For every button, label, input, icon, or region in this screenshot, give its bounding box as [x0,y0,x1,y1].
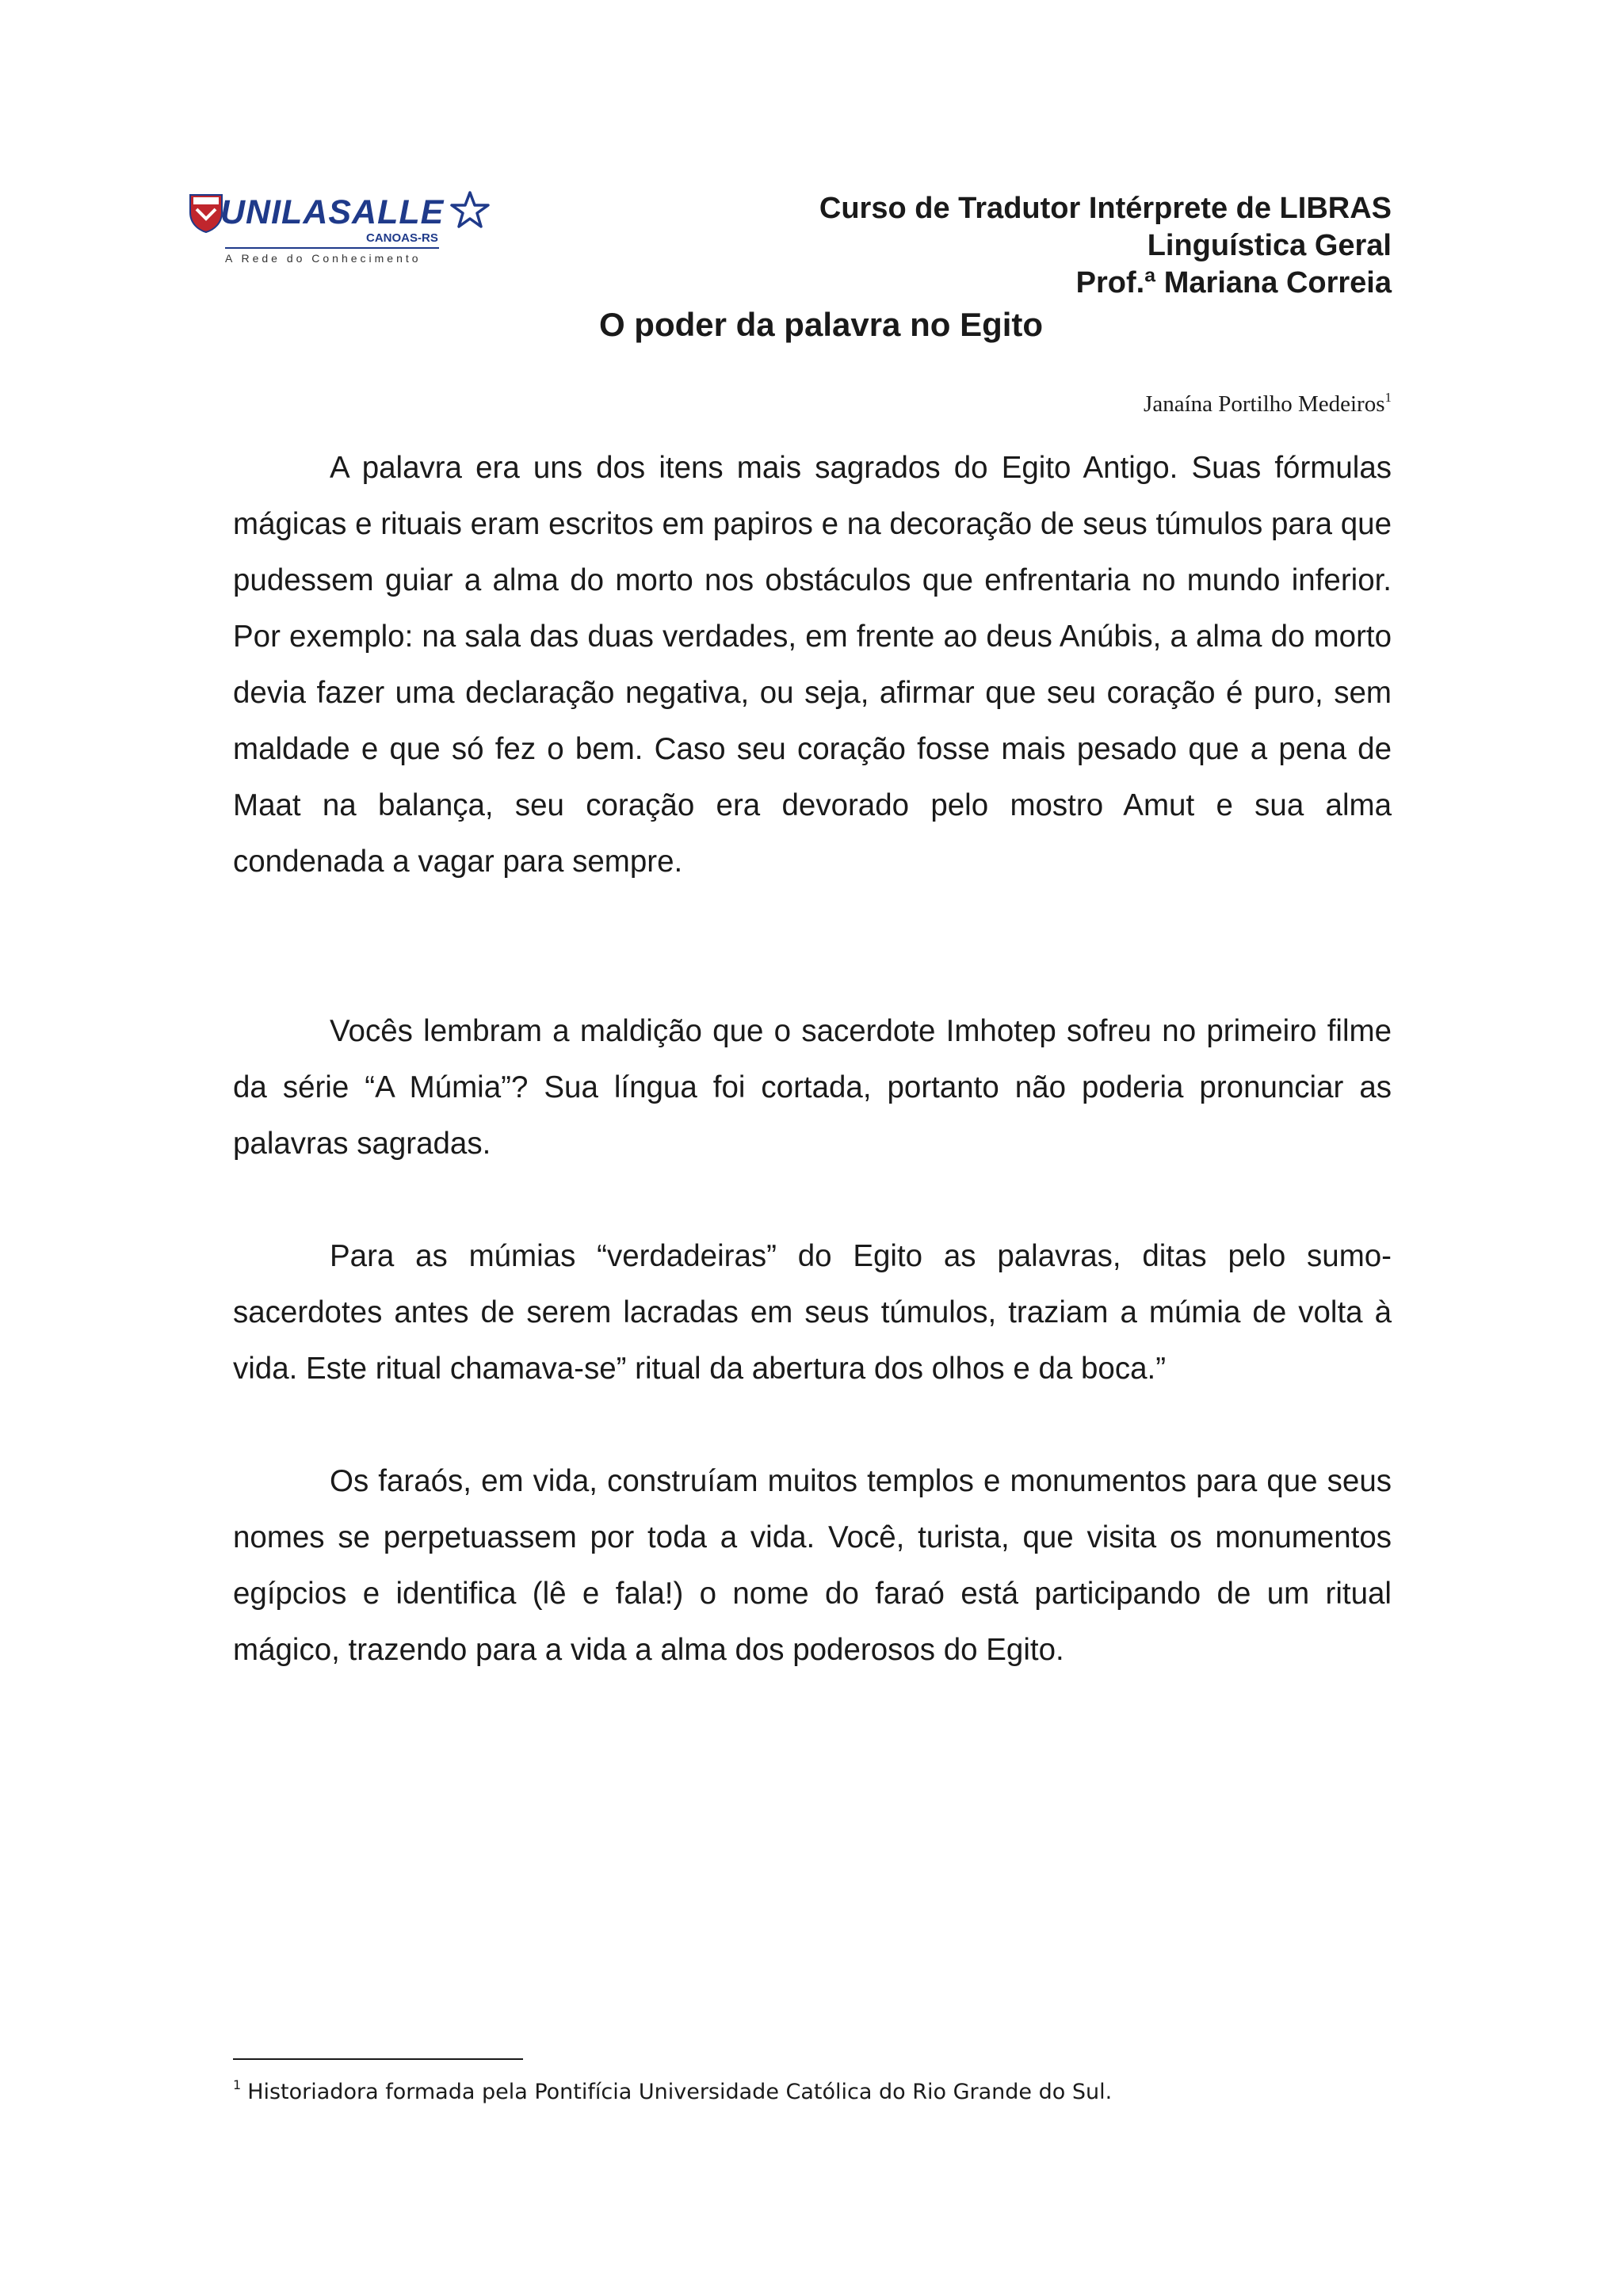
subject-name: Linguística Geral [1147,229,1392,262]
footnote-text: Historiadora formada pela Pontifícia Universidade Católica do Rio Grande do Sul. [247,2080,1113,2104]
shield-icon [189,192,223,233]
author-name: Janaína Portilho Medeiros [1144,391,1385,417]
logo-wordmark: UNILASALLE [220,193,445,231]
page-title: O poder da palavra no Egito [598,306,1044,343]
course-header [819,190,1392,302]
logo-divider [225,247,439,249]
logo-subtitle: CANOAS-RS [366,231,438,245]
paragraph: Os faraós, em vida, construíam muitos templos e monumentos para que seus nomes se perpetuassem por toda a vida. Você, turista, que visita os monumentos egípcios e identifica (lê e fala!) o nome do faraó está participando de um ritual mágico, trazendo para a vida a alma dos poderosos do Egito. [233,1464,1392,1667]
author-line [1144,382,1392,420]
footnote-mark: 1 [233,2077,242,2092]
professor-name: Prof.ª Mariana Correia [1075,266,1392,299]
star-icon [450,190,490,230]
footnote [233,2071,1112,2107]
paragraph: A palavra era uns dos itens mais sagrados do Egito Antigo. Suas fórmulas mágicas e rituais eram escritos em papiros e na decoração de seus túmulos para que pudessem guiar a alma do morto nos obstáculos que enfrentaria no mundo inferior. Por exemplo: na sala das duas verdades, em frente ao deus Anúbis, a alma do morto devia fazer uma declaração negativa, ou seja, afirmar que seu coração é puro, sem maldade e que só fez o bem. Caso seu coração fosse mais pesado que a pena de Maat na balança, seu coração era devorado pelo mostro Amut e sua alma condenada a vagar para sempre. [233,451,1392,879]
logo-tagline: A Rede do Conhecimento [225,252,422,265]
author-footnote-mark: 1 [1384,390,1392,405]
footnote-divider [233,2058,523,2060]
paragraph: Para as múmias “verdadeiras” do Egito as palavras, ditas pelo sumo-sacerdotes antes de serem lacradas em seus túmulos, traziam a múmia de volta à vida. Este ritual chamava-se” ritual da abertura dos olhos e da boca.” [233,1239,1392,1386]
course-name: Curso de Tradutor Intérprete de LIBRAS [819,192,1392,225]
unilasalle-logo [189,190,498,269]
paragraph: Vocês lembram a maldição que o sacerdote Imhotep sofreu no primeiro filme da série “A Múmia”? Sua língua foi cortada, portanto não poderia pronunciar as palavras sagradas. [233,1014,1392,1161]
